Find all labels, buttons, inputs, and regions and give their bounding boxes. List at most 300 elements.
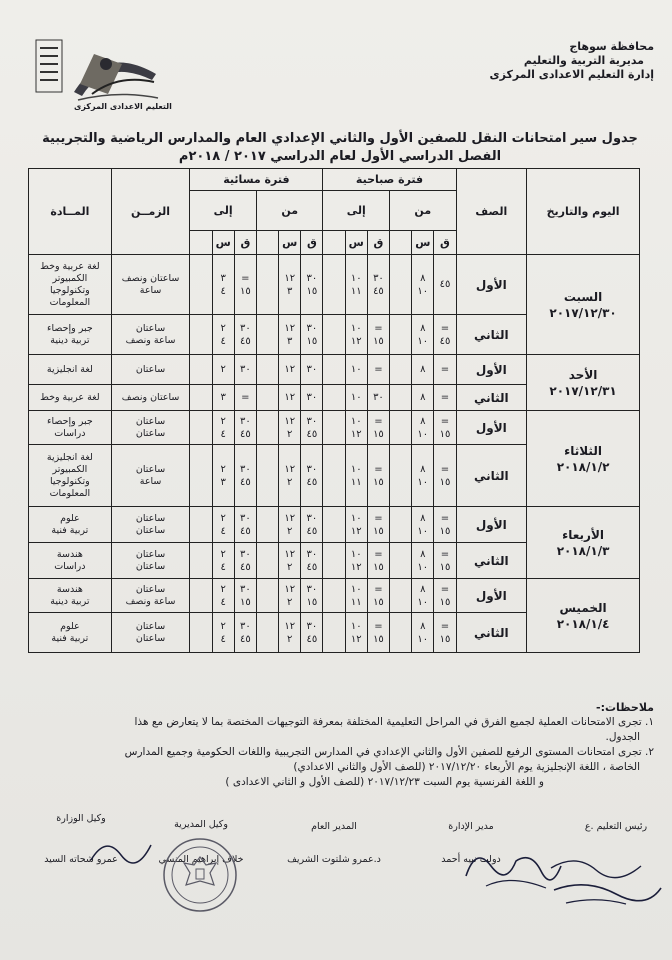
time-value: ٣٠ xyxy=(239,322,251,334)
time-value: ٤٥ xyxy=(373,285,384,297)
duration-value: ساعة ونصف xyxy=(125,595,176,607)
time-value: ٢ xyxy=(287,596,293,608)
e-from-q-cell xyxy=(301,355,323,385)
spacer-cell xyxy=(256,315,278,355)
spacer-cell xyxy=(390,445,412,507)
e-to-s-cell xyxy=(212,355,234,385)
time-value: ١٠ xyxy=(417,285,429,297)
time-value: ١٢ xyxy=(284,364,296,375)
e-from-q-cell xyxy=(301,411,323,445)
time-value: ٢ xyxy=(287,525,293,537)
m-to-q-cell xyxy=(367,507,389,543)
m-from-q-cell xyxy=(434,507,456,543)
day-date-cell xyxy=(527,579,640,653)
duration-cell xyxy=(111,579,190,613)
signature-area xyxy=(16,813,656,948)
e-from-s-cell xyxy=(279,385,301,411)
m-to-s-cell xyxy=(345,543,367,579)
time-value: ٤٥ xyxy=(239,428,251,440)
header-spacer xyxy=(323,231,345,255)
administration-name: إدارة التعليم الاعدادى المركزى xyxy=(489,68,654,81)
e-to-q-cell xyxy=(234,613,256,653)
signature-title: المدير العام xyxy=(311,821,357,832)
grade-cell: الأول xyxy=(456,507,527,543)
time-value: ٣ xyxy=(220,392,226,403)
time-value: ١٠ xyxy=(350,364,362,375)
time-value: = xyxy=(440,512,450,524)
time-value: = xyxy=(374,322,383,334)
spacer-cell xyxy=(390,355,412,385)
time-value: ٢ xyxy=(220,620,226,632)
time-value: = xyxy=(374,364,383,375)
m-from-s-cell xyxy=(412,411,434,445)
subject-name: تربية دينية xyxy=(50,334,90,346)
subject-cell xyxy=(29,613,112,653)
time-value: ٤٥ xyxy=(306,525,318,537)
subject-name: تربية فنية xyxy=(51,524,89,536)
time-value: ٢ xyxy=(287,561,293,573)
note-2c: و اللغة الفرنسية يوم السبت ٢٠١٧/١٢/٢٣ (للصف الأول و الثاني الاعدادى ) xyxy=(225,776,544,788)
duration-cell xyxy=(111,543,190,579)
time-value: ١٢ xyxy=(284,322,296,334)
time-value: ١٥ xyxy=(439,476,451,488)
header-duration: الزمــن xyxy=(111,169,190,255)
header-evening: فترة مسائية xyxy=(190,169,323,191)
m-from-q-cell xyxy=(434,411,456,445)
time-value: ١٢ xyxy=(284,620,296,632)
duration-cell xyxy=(111,411,190,445)
day-name: السبت xyxy=(563,289,603,304)
time-value: ١٢ xyxy=(350,633,362,645)
time-value: ٤ xyxy=(220,596,226,608)
note-2b: الخاصة ، اللغة الإنجليزية يوم الأربعاء ٢٠١٧/١٢/٢٠ (للصف الأول والثاني الاعدادي) xyxy=(293,761,640,773)
spacer-cell xyxy=(256,385,278,411)
subject-cell xyxy=(29,315,112,355)
m-to-s-cell xyxy=(345,507,367,543)
subject-name: جبر وإحصاء xyxy=(47,415,93,427)
subject-name: المعلومات xyxy=(49,487,91,499)
duration-value: ساعتان xyxy=(135,560,166,572)
time-value: ١٠ xyxy=(350,272,362,284)
time-value: ١٠ xyxy=(350,548,362,560)
time-value: ٤٥ xyxy=(239,561,251,573)
m-from-s-cell xyxy=(412,315,434,355)
time-value: ٣٠ xyxy=(306,620,318,632)
spacer-cell xyxy=(190,411,212,445)
subject-name: دراسات xyxy=(54,560,86,572)
duration-value: ساعتان xyxy=(135,427,166,439)
subject-name: الكمبيوتر xyxy=(52,272,88,284)
m-from-s-cell xyxy=(412,355,434,385)
time-value: ٢ xyxy=(287,428,293,440)
schedule-row xyxy=(29,355,640,385)
e-to-q-cell xyxy=(234,315,256,355)
time-value: ٢ xyxy=(287,476,293,488)
handwritten-signature xyxy=(546,848,666,908)
time-value: ٤٥ xyxy=(439,279,451,290)
header-q: ق xyxy=(234,231,256,255)
logo-caption: التعليم الاعدادى المركزى xyxy=(74,102,172,111)
spacer-cell xyxy=(190,543,212,579)
header-q: ق xyxy=(434,231,456,255)
e-to-q-cell xyxy=(234,411,256,445)
time-value: ٤٥ xyxy=(306,633,318,645)
e-to-s-cell xyxy=(212,543,234,579)
grade-cell: الثاني xyxy=(456,543,527,579)
time-value: ٤٥ xyxy=(306,428,318,440)
m-to-q-cell xyxy=(367,579,389,613)
duration-value: ساعة xyxy=(139,284,162,296)
time-value: ١٥ xyxy=(306,596,318,608)
time-value: ١٠ xyxy=(350,620,362,632)
time-value: ١٥ xyxy=(439,596,451,608)
time-value: ٣٠ xyxy=(239,620,251,632)
grade-cell: الثاني xyxy=(456,385,527,411)
duration-value: ساعتان xyxy=(135,583,166,595)
time-value: ٣٠ xyxy=(239,463,251,475)
e-to-s-cell xyxy=(212,445,234,507)
note-1b: الجدول. xyxy=(605,731,640,743)
spacer-cell xyxy=(190,507,212,543)
time-value: = xyxy=(374,512,383,524)
time-value: ١٠ xyxy=(350,512,362,524)
duration-cell xyxy=(111,315,190,355)
time-value: ٤ xyxy=(220,335,226,347)
duration-value: ساعتان ونصف xyxy=(121,272,180,284)
time-value: ٣٠ xyxy=(373,392,384,403)
e-to-q-cell xyxy=(234,255,256,315)
spacer-cell xyxy=(323,543,345,579)
spacer-cell xyxy=(256,613,278,653)
header-subject: المــادة xyxy=(29,169,112,255)
subject-cell xyxy=(29,543,112,579)
spacer-cell xyxy=(190,385,212,411)
header-s: س xyxy=(279,231,301,255)
time-value: = xyxy=(374,548,383,560)
time-value: ٣٠ xyxy=(306,548,318,560)
subject-cell xyxy=(29,355,112,385)
time-value: ١٠ xyxy=(417,561,429,573)
time-value: ٨ xyxy=(420,548,426,560)
subject-cell xyxy=(29,507,112,543)
m-from-q-cell xyxy=(434,385,456,411)
time-value: ٤ xyxy=(220,561,226,573)
time-value: = xyxy=(440,463,450,475)
m-to-s-cell xyxy=(345,255,367,315)
signature-block-1 xyxy=(576,820,656,833)
day-name: الأربعاء xyxy=(562,527,604,542)
signature-title: وكيل الوزارة xyxy=(56,813,106,824)
day-date-cell xyxy=(527,255,640,355)
time-value: ٣٠ xyxy=(306,512,318,524)
day-date-cell xyxy=(527,411,640,507)
spacer-cell xyxy=(390,255,412,315)
header-day-date: اليوم والتاريخ xyxy=(527,169,640,255)
m-from-s-cell xyxy=(412,507,434,543)
grade-cell: الأول xyxy=(456,355,527,385)
spacer-cell xyxy=(256,543,278,579)
exam-date: ٢٠١٨/١/٢ xyxy=(556,459,610,474)
time-value: ١٢ xyxy=(350,428,362,440)
duration-cell xyxy=(111,355,190,385)
e-from-s-cell xyxy=(279,315,301,355)
time-value: ١٢ xyxy=(350,525,362,537)
m-from-s-cell xyxy=(412,255,434,315)
e-from-s-cell xyxy=(279,411,301,445)
subject-name: لغة عربية وخط xyxy=(40,260,100,272)
signature-block-3 xyxy=(274,820,394,866)
spacer-cell xyxy=(390,315,412,355)
time-value: ٣٠ xyxy=(306,322,318,334)
duration-value: ساعتان xyxy=(135,524,166,536)
m-to-q-cell xyxy=(367,355,389,385)
time-value: ١٥ xyxy=(373,561,384,573)
spacer-cell xyxy=(390,411,412,445)
time-value: ٣٠ xyxy=(306,392,318,403)
header-morning: فترة صباحية xyxy=(323,169,456,191)
m-to-q-cell xyxy=(367,411,389,445)
time-value: ٣٠ xyxy=(306,364,318,375)
time-value: ١٠ xyxy=(417,596,429,608)
time-value: ١٥ xyxy=(373,335,384,347)
exam-date: ٢٠١٧/١٢/٣٠ xyxy=(549,305,617,320)
time-value: ٨ xyxy=(420,512,426,524)
e-from-s-cell xyxy=(279,445,301,507)
subject-name: الكمبيوتر xyxy=(52,463,88,475)
time-value: ٤ xyxy=(220,428,226,440)
time-value: ١٥ xyxy=(439,525,451,537)
time-value: ٣٠ xyxy=(239,364,251,375)
time-value: ١٥ xyxy=(439,428,451,440)
e-to-q-cell xyxy=(234,355,256,385)
time-value: ١٢ xyxy=(284,272,296,284)
duration-value: ساعة ونصف xyxy=(125,334,176,346)
time-value: = xyxy=(440,548,450,560)
time-value: ٤ xyxy=(220,285,226,297)
time-value: ١٠ xyxy=(350,322,362,334)
time-value: ١٥ xyxy=(306,335,318,347)
grade-cell: الأول xyxy=(456,411,527,445)
subject-name: دراسات xyxy=(54,427,86,439)
e-from-q-cell xyxy=(301,507,323,543)
e-from-q-cell xyxy=(301,385,323,411)
time-value: ٣٠ xyxy=(239,548,251,560)
duration-value: ساعتان xyxy=(135,363,166,375)
e-from-s-cell xyxy=(279,543,301,579)
signature-name: د.عمرو شلتوت الشريف xyxy=(287,854,381,865)
time-value: ١٢ xyxy=(284,548,296,560)
time-value: ٣ xyxy=(220,272,226,284)
signature-name: عمرو شحاته السيد xyxy=(44,854,118,865)
school-logo xyxy=(34,34,172,114)
time-value: ١٥ xyxy=(373,476,384,488)
subject-cell xyxy=(29,255,112,315)
subject-cell xyxy=(29,579,112,613)
e-from-q-cell xyxy=(301,255,323,315)
time-value: ٣٠ xyxy=(306,583,318,595)
m-from-q-cell xyxy=(434,543,456,579)
time-value: ٣٠ xyxy=(306,415,318,427)
time-value: ٨ xyxy=(420,364,426,375)
spacer-cell xyxy=(190,613,212,653)
e-from-q-cell xyxy=(301,315,323,355)
e-to-q-cell xyxy=(234,579,256,613)
e-to-s-cell xyxy=(212,385,234,411)
duration-cell xyxy=(111,613,190,653)
m-to-s-cell xyxy=(345,411,367,445)
time-value: ١١ xyxy=(350,285,362,297)
time-value: = xyxy=(241,392,250,403)
note-2a: ٢. تجرى امتحانات المستوى الرفيع للصفين الأول والثاني الإعدادي في المدارس التجريبية واللغات الحكومية وجميع المدارس xyxy=(124,746,654,758)
header-spacer xyxy=(390,231,412,255)
day-date-cell xyxy=(527,355,640,411)
time-value: ٣٠ xyxy=(239,415,251,427)
duration-value: ساعة xyxy=(139,475,162,487)
office-header xyxy=(454,40,654,82)
time-value: ١٥ xyxy=(439,633,451,645)
subject-name: علوم xyxy=(60,512,80,524)
time-value: = xyxy=(440,322,450,334)
subject-name: لغة عربية وخط xyxy=(40,391,100,403)
time-value: ١٥ xyxy=(439,561,451,573)
time-value: ١٥ xyxy=(239,596,251,608)
spacer-cell xyxy=(323,385,345,411)
time-value: ٣٠ xyxy=(373,272,384,284)
spacer-cell xyxy=(390,543,412,579)
spacer-cell xyxy=(323,613,345,653)
header-morning-to: إلى xyxy=(323,191,390,231)
time-value: = xyxy=(440,392,450,403)
spacer-cell xyxy=(256,445,278,507)
schedule-row xyxy=(29,579,640,613)
m-from-s-cell xyxy=(412,613,434,653)
grade-cell: الثاني xyxy=(456,613,527,653)
time-value: ٢ xyxy=(220,548,226,560)
time-value: ٢ xyxy=(287,633,293,645)
signature-title: رئيس التعليم .ع xyxy=(584,821,648,832)
m-to-s-cell xyxy=(345,355,367,385)
spacer-cell xyxy=(190,315,212,355)
time-value: ٢ xyxy=(220,463,226,475)
spacer-cell xyxy=(256,355,278,385)
spacer-cell xyxy=(390,613,412,653)
time-value: ٢ xyxy=(220,415,226,427)
m-to-s-cell xyxy=(345,613,367,653)
subject-name: وتكنولوجيا xyxy=(50,284,90,296)
e-from-q-cell xyxy=(301,543,323,579)
directorate-name: مديرية التربية والتعليم xyxy=(523,54,644,67)
e-to-q-cell xyxy=(234,385,256,411)
spacer-cell xyxy=(323,579,345,613)
m-from-q-cell xyxy=(434,315,456,355)
spacer-cell xyxy=(256,579,278,613)
m-from-q-cell xyxy=(434,255,456,315)
time-value: ٣٠ xyxy=(239,512,251,524)
duration-value: ساعتان xyxy=(135,632,166,644)
spacer-cell xyxy=(190,355,212,385)
signature-name: خلاف إبراهيم المنسي xyxy=(158,854,244,865)
time-value: ١٢ xyxy=(284,415,296,427)
spacer-cell xyxy=(323,445,345,507)
e-from-s-cell xyxy=(279,255,301,315)
time-value: ٤٥ xyxy=(239,335,251,347)
time-value: ٤٥ xyxy=(239,633,251,645)
e-to-s-cell xyxy=(212,579,234,613)
e-from-q-cell xyxy=(301,613,323,653)
signature-title: وكيل المديرية xyxy=(174,819,228,830)
e-to-s-cell xyxy=(212,411,234,445)
schedule-row xyxy=(29,411,640,445)
m-to-s-cell xyxy=(345,385,367,411)
schedule-body xyxy=(29,255,640,653)
time-value: ٨ xyxy=(420,583,426,595)
time-value: ٨ xyxy=(420,620,426,632)
signature-name: دولت نبيه أحمد xyxy=(441,854,501,865)
time-value: ١٢ xyxy=(350,335,362,347)
spacer-cell xyxy=(190,255,212,315)
e-to-q-cell xyxy=(234,507,256,543)
spacer-cell xyxy=(390,579,412,613)
subject-name: تربية دينية xyxy=(50,595,90,607)
spacer-cell xyxy=(256,507,278,543)
e-to-s-cell xyxy=(212,613,234,653)
header-grade: الصف xyxy=(456,169,527,255)
time-value: ٣٠ xyxy=(306,463,318,475)
grade-cell: الثاني xyxy=(456,445,527,507)
time-value: ٣ xyxy=(220,476,226,488)
time-value: ١٥ xyxy=(239,285,251,297)
exam-date: ٢٠١٨/١/٤ xyxy=(556,616,610,631)
time-value: ٤٥ xyxy=(439,335,451,347)
schedule-row xyxy=(29,507,640,543)
spacer-cell xyxy=(390,507,412,543)
time-value: ٢ xyxy=(220,583,226,595)
time-value: ١٥ xyxy=(306,285,318,297)
subject-name: علوم xyxy=(60,620,80,632)
time-value: ٣٠ xyxy=(239,583,251,595)
title-line-1: جدول سير امتحانات النقل للصفين الأول والثاني الإعدادي العام والمدارس الرياضية والتجريبية xyxy=(42,131,638,146)
subject-name: وتكنولوجيا xyxy=(50,475,90,487)
duration-value: ساعتان ونصف xyxy=(121,391,180,403)
time-value: ٢ xyxy=(220,512,226,524)
e-from-s-cell xyxy=(279,507,301,543)
notes-heading: ملاحظات:- xyxy=(596,701,654,714)
time-value: ١٠ xyxy=(417,335,429,347)
m-to-q-cell xyxy=(367,543,389,579)
m-from-s-cell xyxy=(412,385,434,411)
duration-value: ساعتان xyxy=(135,322,166,334)
time-value: ٢ xyxy=(220,322,226,334)
exam-schedule-table xyxy=(28,168,640,653)
duration-cell xyxy=(111,507,190,543)
time-value: ٤ xyxy=(220,633,226,645)
header-s: س xyxy=(345,231,367,255)
time-value: ١٠ xyxy=(417,476,429,488)
e-from-q-cell xyxy=(301,579,323,613)
time-value: = xyxy=(440,583,450,595)
time-value: ٨ xyxy=(420,322,426,334)
grade-cell: الأول xyxy=(456,255,527,315)
time-value: ٣٠ xyxy=(306,272,318,284)
duration-value: ساعتان xyxy=(135,463,166,475)
exam-date: ٢٠١٨/١/٣ xyxy=(556,543,610,558)
time-value: = xyxy=(440,620,450,632)
e-to-s-cell xyxy=(212,315,234,355)
time-value: ١٠ xyxy=(350,392,362,403)
signature-title: مدير الإدارة xyxy=(448,821,494,832)
header-s: س xyxy=(412,231,434,255)
time-value: ٨ xyxy=(420,392,426,403)
